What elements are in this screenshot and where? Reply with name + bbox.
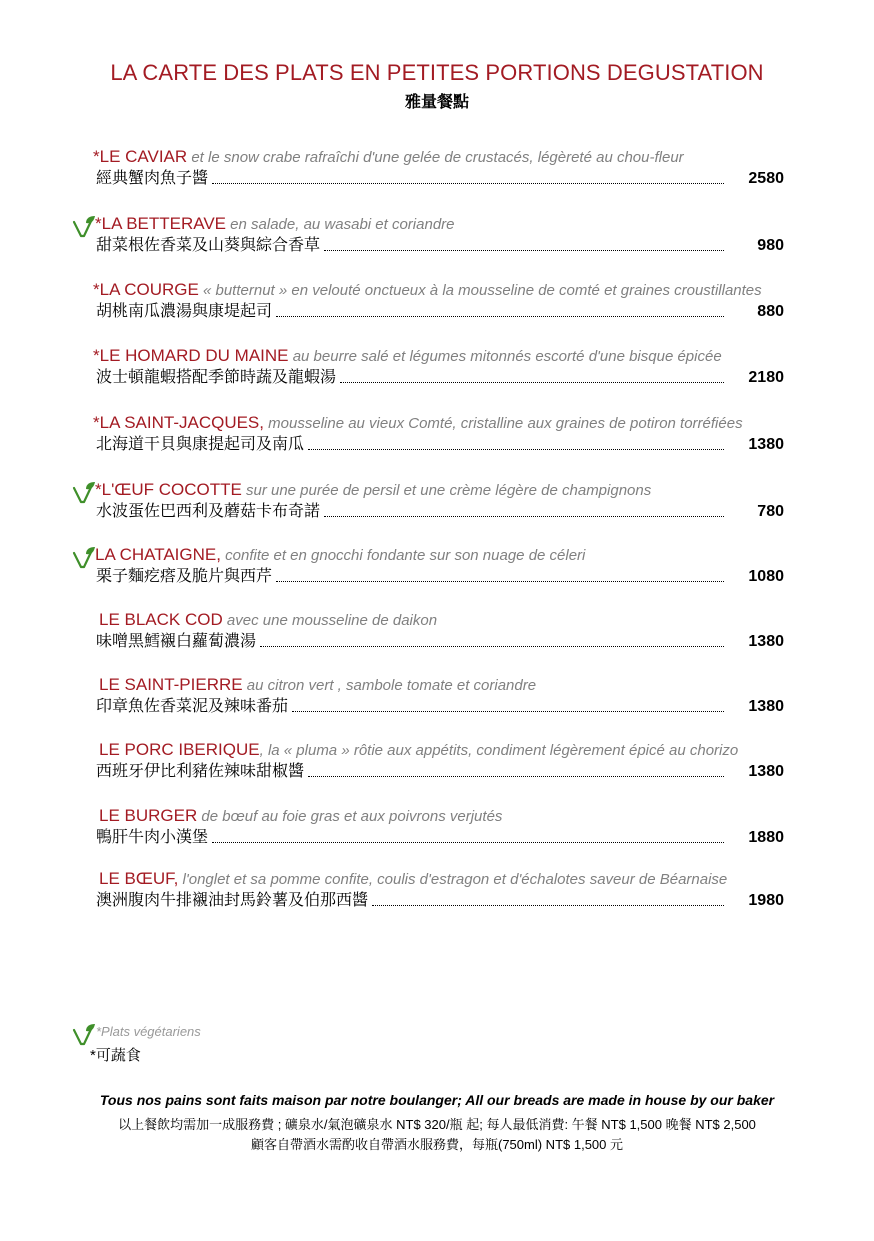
- menu-item-french: [95, 480, 651, 501]
- menu-item-french: [93, 346, 722, 367]
- menu-item: [0, 610, 874, 670]
- menu-item: [0, 740, 874, 800]
- menu-item-price: 1380: [748, 436, 784, 453]
- menu-item-french: [99, 869, 727, 890]
- menu-item-chinese-name: 經典蟹肉魚子醬: [96, 170, 209, 187]
- menu-item: [0, 346, 874, 406]
- menu-item-description: confite et en gnocchi fondante sur son nuage de céleri: [220, 547, 586, 564]
- dot-leader: [308, 448, 724, 450]
- menu-item-chinese-name: 甜菜根佐香菜及山葵與綜合香草: [96, 237, 321, 254]
- menu-item-name: *LA COURGE: [93, 280, 199, 299]
- menu-item-chinese-name: 北海道干貝與康提起司及南瓜: [96, 436, 305, 453]
- dot-leader: [324, 249, 724, 251]
- menu-item-description: de bœuf au foie gras et aux poivrons verjutés: [197, 808, 503, 825]
- menu-item-chinese-row: [96, 501, 724, 523]
- vegetarian-leaf-icon: [72, 480, 96, 504]
- menu-item: [0, 147, 874, 207]
- menu-item-chinese-name: 水波蛋佐巴西利及蘑菇卡布奇諾: [96, 503, 321, 520]
- dot-leader: [372, 904, 724, 906]
- vegetarian-leaf-icon: [72, 1022, 96, 1046]
- menu-item-french: [93, 147, 684, 168]
- menu-item-price: 780: [757, 503, 784, 520]
- menu-item-price: 2580: [748, 170, 784, 187]
- menu-item-name: LE BŒUF,: [99, 869, 179, 888]
- menu-item-chinese-name: 西班牙伊比利豬佐辣味甜椒醬: [96, 763, 305, 780]
- menu-item-price: 1880: [748, 829, 784, 846]
- menu-title: LA CARTE DES PLATS EN PETITES PORTIONS DEGUSTATION: [110, 60, 764, 85]
- legend-french: *Plats végétariens: [96, 1024, 201, 1039]
- menu-item-chinese-row: [96, 696, 724, 718]
- menu-item-chinese-row: [96, 827, 724, 849]
- menu-item-chinese-name: 胡桃南瓜濃湯與康堤起司: [96, 303, 273, 320]
- dot-leader: [260, 645, 724, 647]
- menu-item-description: mousseline au vieux Comté, cristalline aux graines de potiron torréfiées: [264, 415, 743, 432]
- menu-item-chinese-row: [96, 566, 724, 588]
- menu-item-name: LE BLACK COD: [99, 610, 223, 629]
- menu-item: [0, 545, 874, 605]
- menu-item-price: 1080: [748, 568, 784, 585]
- menu-item-chinese-name: 波士頓龍蝦搭配季節時蔬及龍蝦湯: [96, 369, 337, 386]
- menu-item-chinese-row: [96, 301, 724, 323]
- menu-item-price: 1980: [748, 892, 784, 909]
- menu-item-description: sur une purée de persil et une crème légère de champignons: [241, 482, 652, 499]
- menu-item-price: 1380: [748, 763, 784, 780]
- footer-corkage: 顧客自帶酒水需酌收自帶酒水服務費，每瓶(750ml) NT$ 1,500 元: [251, 1137, 623, 1152]
- menu-item-french: [95, 545, 585, 566]
- menu-item-french: [93, 413, 743, 434]
- menu-item-chinese-row: [96, 168, 724, 190]
- dot-leader: [276, 580, 724, 582]
- menu-item-french: [99, 806, 502, 827]
- menu-item-name: LE PORC IBERIQUE: [99, 740, 260, 759]
- menu-item-price: 2180: [748, 369, 784, 386]
- menu-item-name: LA CHATAIGNE,: [95, 545, 221, 564]
- dot-leader: [292, 710, 724, 712]
- menu-item: [0, 280, 874, 340]
- menu-item: [0, 869, 874, 929]
- legend-chinese: *可蔬食: [90, 1047, 141, 1064]
- menu-item-chinese-row: [96, 434, 724, 456]
- menu-item-name: *LE CAVIAR: [93, 147, 188, 166]
- menu-item: [0, 413, 874, 473]
- footer-service-charge: 以上餐飲均需加一成服務費 ; 礦泉水/氣泡礦泉水 NT$ 320/瓶 起; 每人最低消費: 午餐 NT$ 1,500 晚餐 NT$ 2,500: [118, 1117, 756, 1132]
- dot-leader: [308, 775, 724, 777]
- menu-item-chinese-row: [96, 367, 724, 389]
- menu-item-description: en salade, au wasabi et coriandre: [226, 216, 455, 233]
- menu-item-chinese-name: 印章魚佐香菜泥及辣味番茄: [96, 698, 289, 715]
- menu-item: [0, 214, 874, 274]
- menu-item-chinese-name: 栗子麵疙瘩及脆片與西芹: [96, 568, 273, 585]
- menu-item-description: , la « pluma » rôtie aux appétits, condiment légèrement épicé au chorizo: [259, 742, 739, 759]
- menu-item-description: et le snow crabe rafraîchi d'une gelée de crustacés, légèreté au chou-fleur: [187, 149, 684, 166]
- vegetarian-leaf-icon: [72, 545, 96, 569]
- menu-item-description: avec une mousseline de daikon: [222, 612, 438, 629]
- menu-item-price: 1380: [748, 633, 784, 650]
- menu-item-chinese-name: 鴨肝牛肉小漢堡: [96, 829, 209, 846]
- menu-item-chinese-name: 澳洲腹肉牛排襯油封馬鈴薯及伯那西醬: [96, 892, 369, 909]
- menu-item-description: au beurre salé et légumes mitonnés escorté d'une bisque épicée: [288, 348, 722, 365]
- footer-bread-note: Tous nos pains sont faits maison par notre boulanger; All our breads are made in house by our baker: [99, 1092, 775, 1108]
- menu-item-name: *L'ŒUF COCOTTE: [95, 480, 242, 499]
- dot-leader: [324, 515, 724, 517]
- dot-leader: [340, 381, 724, 383]
- menu-item-chinese-name: 味噌黑鱈襯白蘿蔔濃湯: [96, 633, 257, 650]
- menu-item: [0, 675, 874, 735]
- menu-item-chinese-row: [96, 890, 724, 912]
- menu-item: [0, 480, 874, 540]
- menu-item-chinese-row: [96, 761, 724, 783]
- menu-item-description: au citron vert , sambole tomate et coriandre: [242, 677, 537, 694]
- menu-item-french: [99, 675, 536, 696]
- menu-item-description: l'onglet et sa pomme confite, coulis d'estragon et d'échalotes saveur de Béarnaise: [178, 871, 728, 888]
- menu-item-chinese-row: [96, 631, 724, 653]
- menu-item-french: [95, 214, 455, 235]
- menu-subtitle: 雅量餐點: [404, 94, 469, 111]
- dot-leader: [212, 841, 724, 843]
- menu-item-price: 1380: [748, 698, 784, 715]
- menu-item-name: *LA SAINT-JACQUES,: [93, 413, 264, 432]
- menu-item-french: [93, 280, 762, 301]
- dot-leader: [276, 315, 724, 317]
- vegetarian-leaf-icon: [72, 214, 96, 238]
- menu-item-description: « butternut » en velouté onctueux à la mousseline de comté et graines croustillantes: [198, 282, 762, 299]
- menu-item-name: *LE HOMARD DU MAINE: [93, 346, 289, 365]
- menu-item-name: LE SAINT-PIERRE: [99, 675, 243, 694]
- menu-item-french: [99, 610, 437, 631]
- menu-item-price: 880: [757, 303, 784, 320]
- menu-item: [0, 806, 874, 866]
- dot-leader: [212, 182, 724, 184]
- menu-item-french: [99, 740, 738, 761]
- menu-item-price: 980: [757, 237, 784, 254]
- menu-item-name: LE BURGER: [99, 806, 198, 825]
- menu-item-chinese-row: [96, 235, 724, 257]
- menu-item-name: *LA BETTERAVE: [95, 214, 227, 233]
